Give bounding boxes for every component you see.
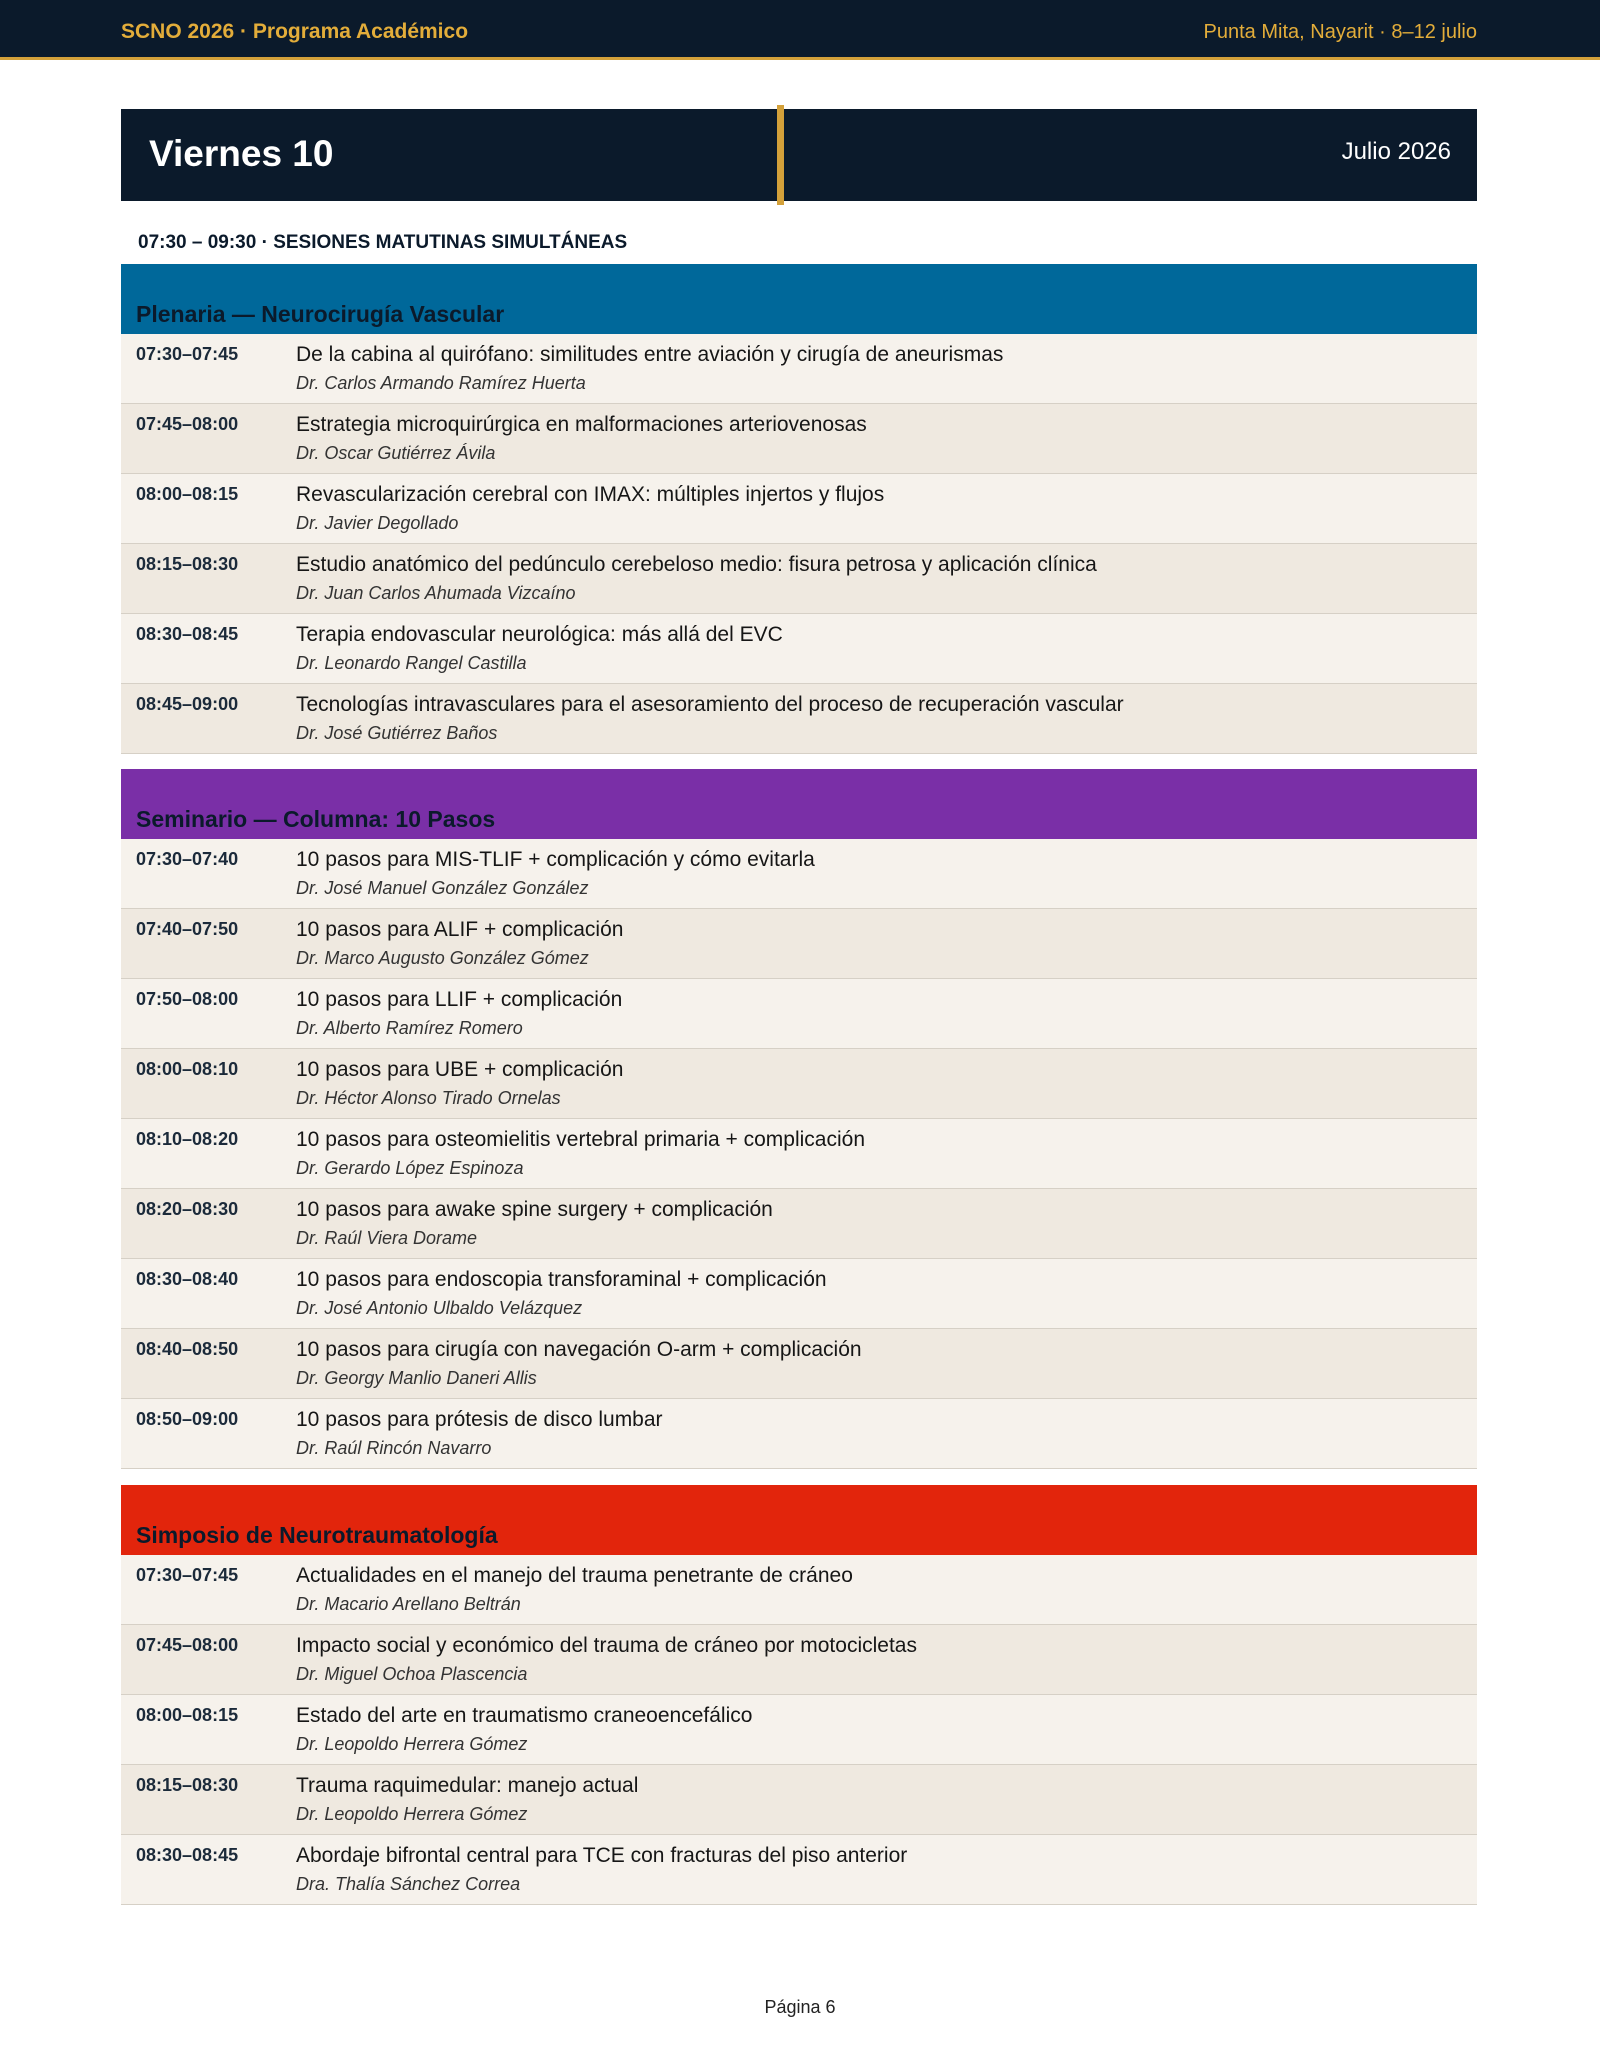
schedule-row bbox=[121, 1835, 1477, 1905]
talk-time: 08:20–08:30 bbox=[136, 1199, 239, 1219]
talk-speaker: Dr. Carlos Armando Ramírez Huerta bbox=[296, 373, 586, 393]
talk-time: 08:00–08:10 bbox=[136, 1059, 239, 1079]
talk-speaker: Dra. Thalía Sánchez Correa bbox=[296, 1874, 521, 1894]
talk-title: Tecnologías intravasculares para el asesoramiento del proceso de recuperación vascular bbox=[296, 693, 1124, 716]
talk-time: 08:15–08:30 bbox=[136, 1775, 239, 1795]
schedule-row bbox=[121, 544, 1477, 614]
talk-title: Estado del arte en traumatismo craneoencefálico bbox=[296, 1704, 753, 1727]
talk-speaker: Dr. Gerardo López Espinoza bbox=[296, 1158, 524, 1178]
talk-title: Revascularización cerebral con IMAX: múltiples injertos y flujos bbox=[296, 483, 885, 506]
talk-time: 07:30–07:45 bbox=[136, 344, 239, 364]
talk-speaker: Dr. Oscar Gutiérrez Ávila bbox=[296, 443, 496, 463]
talk-title: 10 pasos para osteomielitis vertebral primaria + complicación bbox=[296, 1128, 866, 1151]
talk-speaker: Dr. Raúl Rincón Navarro bbox=[296, 1438, 492, 1458]
schedule-row bbox=[121, 1695, 1477, 1765]
talk-time: 08:30–08:40 bbox=[136, 1269, 239, 1289]
session-block bbox=[121, 1485, 1477, 1905]
schedule-row bbox=[121, 404, 1477, 474]
sessions-label: 07:30 – 09:30 · SESIONES MATUTINAS SIMULTÁNEAS bbox=[138, 232, 628, 253]
talk-time: 07:45–08:00 bbox=[136, 414, 239, 434]
talk-time: 08:50–09:00 bbox=[136, 1409, 239, 1429]
schedule-row bbox=[121, 334, 1477, 404]
talk-title: 10 pasos para LLIF + complicación bbox=[296, 988, 623, 1011]
gold-divider bbox=[777, 105, 784, 205]
talk-title: De la cabina al quirófano: similitudes entre aviación y cirugía de aneurismas bbox=[296, 343, 1004, 366]
session-title: Seminario — Columna: 10 Pasos bbox=[136, 806, 496, 832]
schedule-row bbox=[121, 474, 1477, 544]
talk-speaker: Dr. José Gutiérrez Baños bbox=[296, 723, 498, 743]
talk-time: 08:30–08:45 bbox=[136, 624, 239, 644]
session-header bbox=[121, 264, 1477, 334]
schedule-row bbox=[121, 1259, 1477, 1329]
talk-title: Estrategia microquirúrgica en malformaciones arteriovenosas bbox=[296, 413, 867, 436]
talk-speaker: Dr. Leopoldo Herrera Gómez bbox=[296, 1734, 528, 1754]
talk-speaker: Dr. José Antonio Ulbaldo Velázquez bbox=[296, 1298, 583, 1318]
schedule-row bbox=[121, 1399, 1477, 1469]
schedule-row bbox=[121, 979, 1477, 1049]
talk-title: Abordaje bifrontal central para TCE con fracturas del piso anterior bbox=[296, 1844, 908, 1867]
page-number: Página 6 bbox=[764, 1997, 836, 2017]
schedule-row bbox=[121, 684, 1477, 754]
day-header bbox=[121, 109, 1477, 201]
talk-time: 08:30–08:45 bbox=[136, 1845, 239, 1865]
talk-title: 10 pasos para ALIF + complicación bbox=[296, 918, 624, 941]
session-block bbox=[121, 264, 1477, 754]
talk-speaker: Dr. Héctor Alonso Tirado Ornelas bbox=[296, 1088, 561, 1108]
talk-time: 07:45–08:00 bbox=[136, 1635, 239, 1655]
talk-time: 08:45–09:00 bbox=[136, 694, 239, 714]
talk-speaker: Dr. Alberto Ramírez Romero bbox=[296, 1018, 523, 1038]
talk-title: Trauma raquimedular: manejo actual bbox=[296, 1774, 639, 1797]
day-month: Julio 2026 bbox=[1341, 138, 1451, 165]
talk-time: 07:30–07:45 bbox=[136, 1565, 239, 1585]
talk-time: 08:40–08:50 bbox=[136, 1339, 239, 1359]
schedule-row bbox=[121, 1329, 1477, 1399]
talk-title: 10 pasos para prótesis de disco lumbar bbox=[296, 1408, 663, 1431]
event-location: Punta Mita, Nayarit · 8–12 julio bbox=[1203, 21, 1477, 43]
talk-time: 08:00–08:15 bbox=[136, 484, 239, 504]
page-header bbox=[0, 0, 1600, 60]
schedule-row bbox=[121, 1555, 1477, 1625]
talk-time: 08:00–08:15 bbox=[136, 1705, 239, 1725]
talk-title: Impacto social y económico del trauma de cráneo por motocicletas bbox=[296, 1634, 917, 1657]
talk-speaker: Dr. Marco Augusto González Gómez bbox=[296, 948, 589, 968]
session-title: Simposio de Neurotraumatología bbox=[136, 1522, 498, 1548]
schedule-row bbox=[121, 1119, 1477, 1189]
talk-speaker: Dr. José Manuel González González bbox=[296, 878, 589, 898]
schedule-row bbox=[121, 614, 1477, 684]
talk-time: 07:30–07:40 bbox=[136, 849, 239, 869]
session-block bbox=[121, 769, 1477, 1469]
talk-title: Estudio anatómico del pedúnculo cerebeloso medio: fisura petrosa y aplicación clínica bbox=[296, 553, 1097, 576]
schedule-row bbox=[121, 1049, 1477, 1119]
talk-time: 07:50–08:00 bbox=[136, 989, 239, 1009]
talk-speaker: Dr. Juan Carlos Ahumada Vizcaíno bbox=[296, 583, 576, 603]
session-header bbox=[121, 1485, 1477, 1555]
schedule-row bbox=[121, 909, 1477, 979]
session-title: Plenaria — Neurocirugía Vascular bbox=[136, 301, 505, 327]
talk-speaker: Dr. Leonardo Rangel Castilla bbox=[296, 653, 527, 673]
schedule-row bbox=[121, 1765, 1477, 1835]
event-brand: SCNO 2026 · Programa Académico bbox=[121, 20, 469, 43]
talk-time: 07:40–07:50 bbox=[136, 919, 239, 939]
talk-title: Terapia endovascular neurológica: más allá del EVC bbox=[296, 623, 783, 646]
talk-speaker: Dr. Georgy Manlio Daneri Allis bbox=[296, 1368, 537, 1388]
day-title: Viernes 10 bbox=[149, 133, 334, 174]
talk-title: 10 pasos para UBE + complicación bbox=[296, 1058, 624, 1081]
talk-speaker: Dr. Raúl Viera Dorame bbox=[296, 1228, 478, 1248]
talk-speaker: Dr. Javier Degollado bbox=[296, 513, 459, 533]
talk-time: 08:10–08:20 bbox=[136, 1129, 239, 1149]
schedule-row bbox=[121, 1189, 1477, 1259]
talk-title: 10 pasos para endoscopia transforaminal + complicación bbox=[296, 1268, 827, 1291]
session-header bbox=[121, 769, 1477, 839]
talk-time: 08:15–08:30 bbox=[136, 554, 239, 574]
talk-title: 10 pasos para awake spine surgery + complicación bbox=[296, 1198, 773, 1221]
talk-title: 10 pasos para MIS-TLIF + complicación y cómo evitarla bbox=[296, 848, 815, 871]
talk-speaker: Dr. Miguel Ochoa Plascencia bbox=[296, 1664, 528, 1684]
schedule-row bbox=[121, 839, 1477, 909]
talk-speaker: Dr. Macario Arellano Beltrán bbox=[296, 1594, 521, 1614]
talk-speaker: Dr. Leopoldo Herrera Gómez bbox=[296, 1804, 528, 1824]
talk-title: 10 pasos para cirugía con navegación O-arm + complicación bbox=[296, 1338, 862, 1361]
schedule-row bbox=[121, 1625, 1477, 1695]
talk-title: Actualidades en el manejo del trauma penetrante de cráneo bbox=[296, 1564, 853, 1587]
